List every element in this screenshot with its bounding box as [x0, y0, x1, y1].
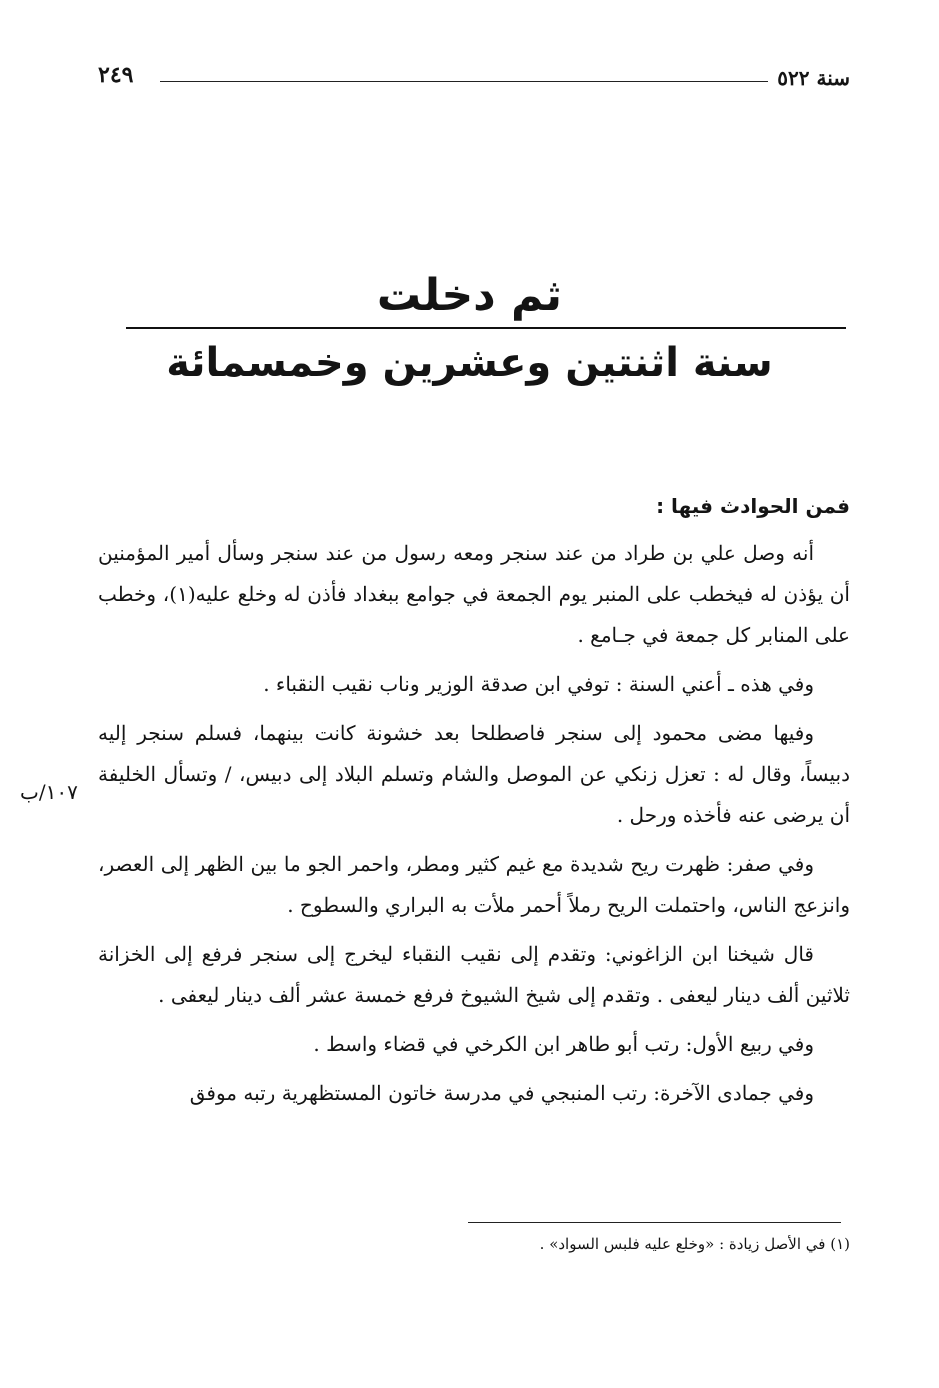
paragraph: وفيها مضى محمود إلى سنجر فاصطلحا بعد خشونة كانت بينهما، فسلم سنجر إليه دبيساً، وقال له : تعزل زنكي عن الموصل والشام وتسلم البلاد إلى دبيس، / وتسأل الخليفة أن يرضى عنه فأخذه ورحل . — [98, 721, 850, 827]
paragraph: وفي جمادى الآخرة: رتب المنبجي في مدرسة خاتون المستظهرية رتبه موفق — [189, 1081, 814, 1105]
page-number: ٢٤٩ — [98, 62, 134, 88]
running-header-year: سنة ٥٢٢ — [777, 66, 850, 90]
paragraph: وفي هذه ـ أعني السنة : توفي ابن صدقة الوزير وناب نقيب النقباء . — [263, 672, 814, 696]
chapter-title-line1: ثم دخلت — [376, 270, 563, 321]
chapter-title-rule — [126, 327, 846, 329]
body-text — [98, 486, 850, 1122]
paragraph: وفي ربيع الأول: رتب أبو طاهر ابن الكرخي في قضاء واسط . — [313, 1032, 814, 1056]
chapter-title-line2: سنة اثنتين وعشرين وخمسمائة — [166, 340, 773, 386]
header-rule — [160, 81, 768, 82]
section-intro: فمن الحوادث فيها : — [656, 494, 850, 518]
paragraph: أنه وصل علي بن طراد من عند سنجر ومعه رسول من عند سنجر وسأل أمير المؤمنين أن يؤذن له فيخطب على المنبر يوم الجمعة في جوامع ببغداد فأذن له وخلع عليه(١)، وخطب على المنابر كل جمعة في جـامع . — [98, 541, 850, 647]
margin-folio-note: ١٠٧/ب — [20, 780, 78, 804]
footnote-rule — [468, 1222, 841, 1223]
footnote: (١) في الأصل زيادة : «وخلع عليه فلبس السواد» . — [539, 1235, 850, 1253]
running-header — [98, 62, 850, 96]
paragraph: قال شيخنا ابن الزاغوني: وتقدم إلى نقيب النقباء ليخرج إلى سنجر فرفع إلى الخزانة ثلاثين ألف دينار ليعفى . وتقدم إلى شيخ الشيوخ فرفع خمسة عشر ألف دينار ليعفى . — [98, 942, 850, 1007]
paragraph: وفي صفر: ظهرت ريح شديدة مع غيم كثير ومطر، واحمر الجو ما بين الظهر إلى العصر، وانزعج الناس، واحتملت الريح رملاً أحمر ملأت به البراري والسطوح . — [98, 852, 850, 917]
